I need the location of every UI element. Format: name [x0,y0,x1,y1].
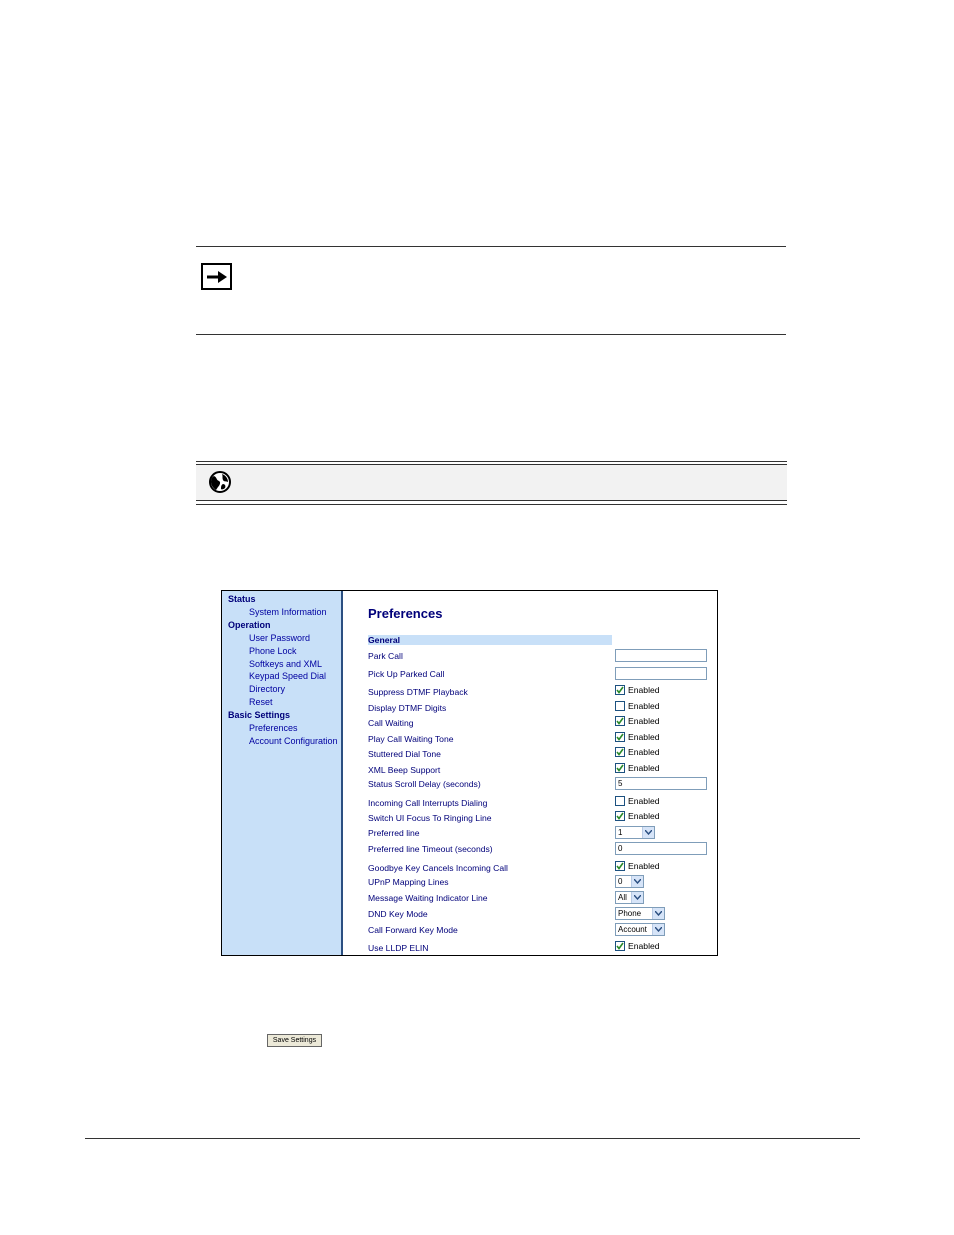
chevron-down-icon [652,924,664,935]
suppress-dtmf-label: Suppress DTMF Playback [368,687,468,697]
row-play-cw-tone [368,732,718,746]
row-xml-beep [368,763,718,777]
sidebar-item-system-information[interactable]: System Information [249,606,327,617]
goodbye-cancels-checkbox[interactable]: Enabled [615,861,660,871]
sidebar-head-basic-settings[interactable]: Basic Settings [228,710,291,721]
row-goodbye-cancels [368,861,718,875]
row-park-call [368,649,718,663]
check-icon [616,748,624,756]
mwi-line-label: Message Waiting Indicator Line [368,893,488,903]
web-ui-band [196,461,787,505]
row-pickup-parked [368,667,718,681]
sidebar-head-status[interactable]: Status [228,594,256,604]
checkbox-box [615,796,625,806]
park-call-input[interactable] [615,649,707,662]
page-title: Preferences [368,606,443,621]
preferred-timeout-label: Preferred line Timeout (seconds) [368,844,493,854]
row-upnp-lines [368,875,718,889]
sidebar-item-speed-dial[interactable]: Keypad Speed Dial [249,671,327,682]
sidebar-item-directory[interactable]: Directory [249,684,286,695]
row-stuttered-tone [368,747,718,761]
sidebar-item-softkeys[interactable]: Softkeys and XML [249,658,323,669]
checkbox-box [615,701,625,711]
play-cw-tone-label: Play Call Waiting Tone [368,734,454,744]
sidebar-item-preferences[interactable]: Preferences [249,723,298,734]
incoming-interrupts-checkbox[interactable]: Enabled [615,796,660,806]
scroll-delay-label: Status Scroll Delay (seconds) [368,779,481,789]
display-dtmf-checkbox[interactable]: Enabled [615,701,660,711]
check-icon [616,862,624,870]
switch-focus-checkbox[interactable]: Enabled [615,811,660,821]
sidebar-item-account-configuration[interactable]: Account Configuration [249,735,338,746]
incoming-interrupts-label: Incoming Call Interrupts Dialing [368,798,488,808]
scroll-delay-input[interactable]: 5 [615,777,707,790]
row-preferred-line [368,826,718,840]
call-waiting-label: Call Waiting [368,718,414,728]
check-icon [616,764,624,772]
goodbye-cancels-label: Goodbye Key Cancels Incoming Call [368,863,508,873]
checkbox-box [615,685,625,695]
row-incoming-interrupts [368,796,718,810]
sidebar-item-phone-lock[interactable]: Phone Lock [249,645,297,656]
dnd-mode-select[interactable]: Phone [615,907,665,920]
sidebar-item-reset[interactable]: Reset [249,697,273,708]
switch-focus-label: Switch UI Focus To Ringing Line [368,813,492,823]
xml-beep-checkbox[interactable]: Enabled [615,763,660,773]
stuttered-tone-label: Stuttered Dial Tone [368,749,441,759]
chevron-down-icon [631,876,643,887]
suppress-dtmf-checkbox[interactable]: Enabled [615,685,660,695]
chevron-down-icon [631,892,643,903]
lldp-elin-checkbox[interactable]: Enabled [615,941,660,951]
call-waiting-checkbox[interactable]: Enabled [615,716,660,726]
upnp-lines-select[interactable]: 0 [615,875,644,888]
checkbox-box [615,747,625,757]
checkbox-box [615,811,625,821]
check-icon [616,733,624,741]
checkbox-box [615,861,625,871]
pickup-parked-input[interactable] [615,667,707,680]
row-call-waiting [368,716,718,730]
section-header-general: General [368,635,612,645]
preferences-panel [346,591,717,955]
row-switch-focus [368,811,718,825]
pickup-parked-label: Pick Up Parked Call [368,669,445,679]
check-icon [616,942,624,950]
row-suppress-dtmf [368,685,718,699]
preferred-line-label: Preferred line [368,828,420,838]
row-cfwd-mode [368,923,718,937]
check-icon [616,812,624,820]
lldp-elin-label: Use LLDP ELIN [368,943,429,953]
footer-rule [85,1138,860,1139]
chevron-down-icon [652,908,664,919]
row-scroll-delay [368,777,718,791]
mwi-line-select[interactable]: All [615,891,644,904]
checkbox-box [615,941,625,951]
checkbox-box [615,716,625,726]
upnp-lines-label: UPnP Mapping Lines [368,877,449,887]
display-dtmf-label: Display DTMF Digits [368,703,447,713]
cfwd-mode-select[interactable]: Account [615,923,665,936]
row-preferred-timeout [368,842,718,856]
checkbox-box [615,732,625,742]
row-display-dtmf [368,701,718,715]
preferred-timeout-input[interactable]: 0 [615,842,707,855]
park-call-label: Park Call [368,651,403,661]
sidebar [222,591,343,955]
sidebar-head-operation[interactable]: Operation [228,619,271,630]
row-dnd-mode [368,907,718,921]
sidebar-item-user-password[interactable]: User Password [249,632,311,643]
chevron-down-icon [642,827,654,838]
save-settings-button[interactable]: Save Settings [267,1034,322,1047]
check-icon [616,717,624,725]
globe-icon [208,470,232,494]
stuttered-tone-checkbox[interactable]: Enabled [615,747,660,757]
web-ui-screenshot [221,590,718,956]
cfwd-mode-label: Call Forward Key Mode [368,925,458,935]
dnd-mode-label: DND Key Mode [368,909,428,919]
play-cw-tone-checkbox[interactable]: Enabled [615,732,660,742]
check-icon [616,686,624,694]
checkbox-box [615,763,625,773]
xml-beep-label: XML Beep Support [368,765,441,775]
arrow-right-icon [201,263,232,290]
row-lldp-elin [368,941,718,955]
note-box [196,246,786,335]
preferred-line-select[interactable]: 1 [615,826,655,839]
row-mwi-line [368,891,718,905]
